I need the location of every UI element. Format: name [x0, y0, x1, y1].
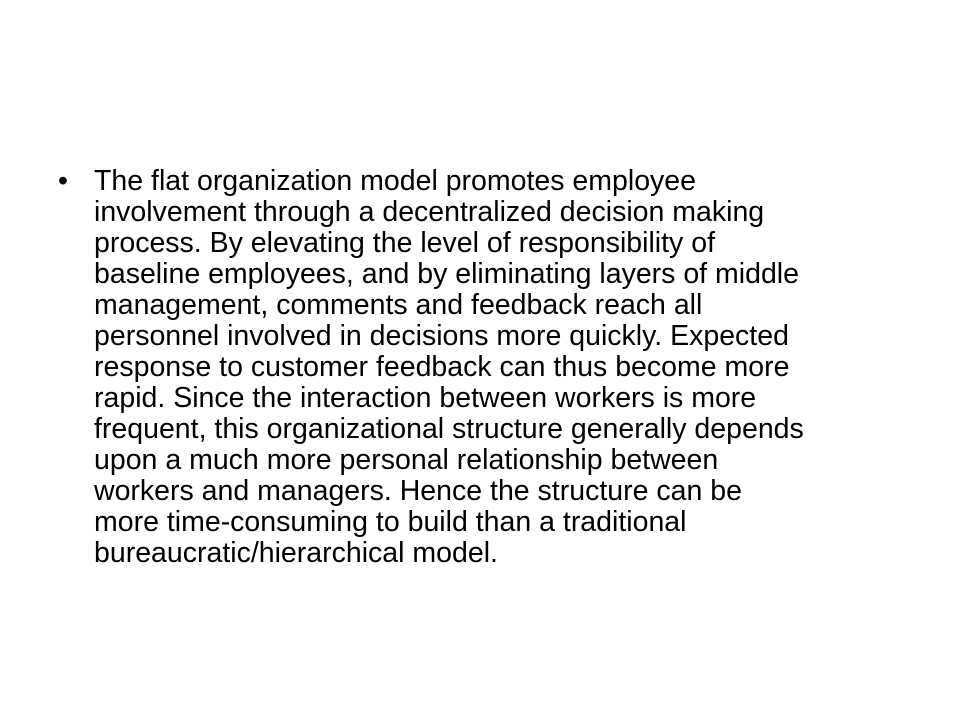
- bullet-item: [58, 166, 908, 569]
- paragraph-line: involvement through a decentralized decision making: [94, 196, 765, 228]
- paragraph-line: rapid. Since the interaction between workers is more: [94, 382, 757, 414]
- paragraph-line: workers and managers. Hence the structure can be: [94, 475, 742, 507]
- paragraph-line: bureaucratic/hierarchical model.: [94, 537, 498, 569]
- paragraph-line: management, comments and feedback reach all: [94, 289, 703, 321]
- bullet-list: [58, 166, 908, 569]
- paragraph-line: upon a much more personal relationship between: [94, 444, 719, 476]
- paragraph-line: The flat organization model promotes employee: [94, 165, 696, 197]
- paragraph-line: more time-consuming to build than a traditional: [94, 506, 687, 538]
- paragraph-line: process. By elevating the level of responsibility of: [94, 227, 715, 259]
- paragraph-line: baseline employees, and by eliminating layers of middle: [94, 258, 799, 290]
- paragraph-line: response to customer feedback can thus become more: [94, 351, 790, 383]
- paragraph-line: frequent, this organizational structure generally depends: [94, 413, 804, 445]
- paragraph-line: personnel involved in decisions more quickly. Expected: [94, 320, 789, 352]
- bullet-icon: •: [58, 165, 68, 197]
